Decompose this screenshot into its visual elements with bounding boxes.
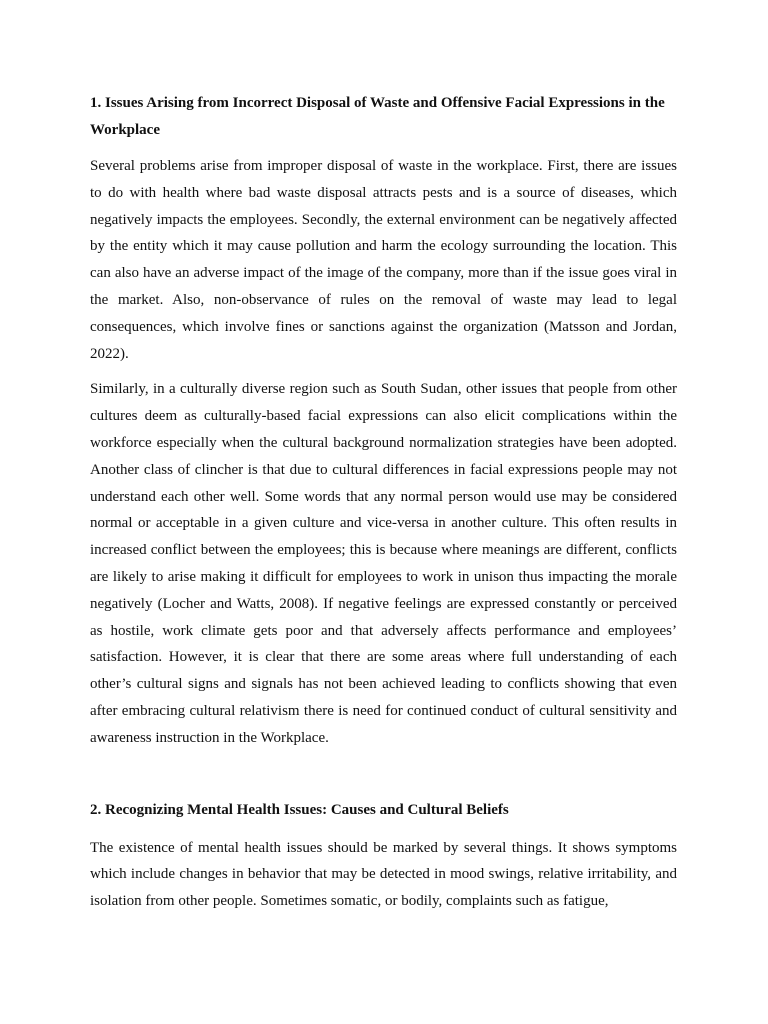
section-1-heading: 1. Issues Arising from Incorrect Disposal of Waste and Offensive Facial Expressions in the Workplace [90,95,665,138]
document-page [90,90,677,915]
section-1-paragraph-2: Similarly, in a culturally diverse region such as South Sudan, other issues that people from other cultures deem as culturally-based facial expressions can also elicit complications within the workforce especially when the cultural background normalization strategies have been adopted. Another class of clincher is that due to cultural differences in facial expressions people may not understand each other well. Some words that any normal person would use may be considered normal or acceptable in a given culture and vice-versa in another culture. This often results in increased conflict between the employees; this is because where meanings are different, conflicts are likely to arise making it difficult for employees to work in unison thus impacting the morale negatively (Locher and Watts, 2008). If negative feelings are expressed constantly or perceived as hostile, work climate gets poor and that adversely affects performance and employees’ satisfaction. However, it is clear that there are some areas where full understanding of each other’s cultural signs and signals has not been achieved leading to conflicts showing that even after embracing cultural relativism there is need for continued conduct of cultural sensitivity and awareness instruction in the Workplace. [90,381,677,746]
section-2-paragraph-1: The existence of mental health issues should be marked by several things. It shows symptoms which include changes in behavior that may be detected in mood swings, relative irritability, and isolation from other people. Sometimes somatic, or bodily, complaints such as fatigue, [90,839,677,910]
section-2-heading: 2. Recognizing Mental Health Issues: Causes and Cultural Beliefs [90,801,509,818]
section-1-paragraph-1: Several problems arise from improper disposal of waste in the workplace. First, there are issues to do with health where bad waste disposal attracts pests and is a source of diseases, which negatively impacts the employees. Secondly, the external environment can be negatively affected by the entity which it may cause pollution and harm the ecology surrounding the location. This can also have an adverse impact of the image of the company, more than if the issue goes viral in the market. Also, non-observance of rules on the removal of waste may lead to legal consequences, which involve fines or sanctions against the organization (Matsson and Jordan, 2022). [90,158,677,362]
